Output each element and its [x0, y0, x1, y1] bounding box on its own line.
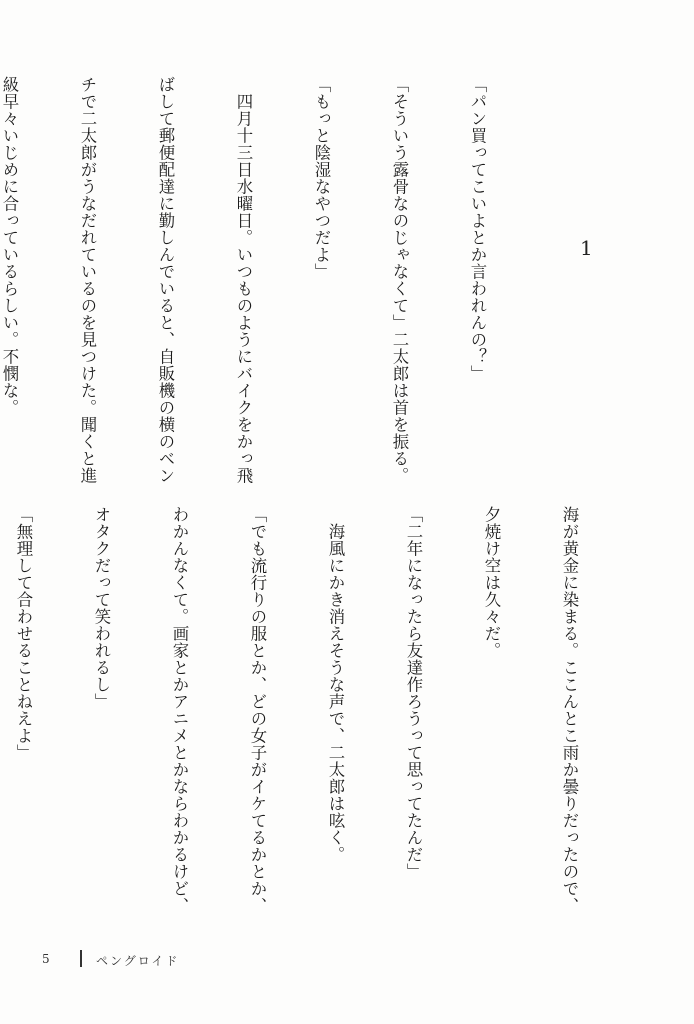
text-line: 「でも流行りの服とか、どの女子がイケてるかとか、	[248, 506, 267, 914]
text-line: 「そういう露骨なのじゃなくて」二太郎は首を振る。	[390, 76, 409, 484]
text-line: オタクだって笑われるし」	[92, 506, 111, 710]
text-line: 「無理して合わせることねえよ」	[14, 506, 33, 761]
text-block-lower	[0, 506, 634, 914]
text-line: 海風にかき消えそうな声で、二太郎は呟く。	[326, 506, 345, 863]
text-block-upper	[0, 76, 542, 484]
page-number: 5	[42, 952, 50, 966]
text-line: 級早々いじめに合っているらしい。不憫な。	[0, 76, 19, 416]
chapter-number: 1	[580, 236, 593, 260]
text-line: 「もっと陰湿なやつだよ」	[312, 76, 331, 280]
text-line: 「パン買ってこいよとか言われんの？」	[468, 76, 487, 382]
text-line: 海が黄金に染まる。ここんとこ雨か曇りだったので、	[560, 506, 579, 914]
text-line: チで二太郎がうなだれているのを見つけた。聞くと進	[78, 76, 97, 484]
text-line: わかんなくて。画家とかアニメとかならわかるけど、	[170, 506, 189, 914]
footer-divider	[80, 950, 82, 967]
text-line: 夕焼け空は久々だ。	[482, 506, 501, 659]
text-line: ばして郵便配達に勤しんでいると、自販機の横のベン	[156, 76, 175, 484]
text-line: 「二年になったら友達作ろうって思ってたんだ」	[404, 506, 423, 880]
book-title: ペングロイド	[96, 954, 180, 968]
text-line: 四月十三日水曜日。いつものようにバイクをかっ飛	[234, 76, 253, 484]
